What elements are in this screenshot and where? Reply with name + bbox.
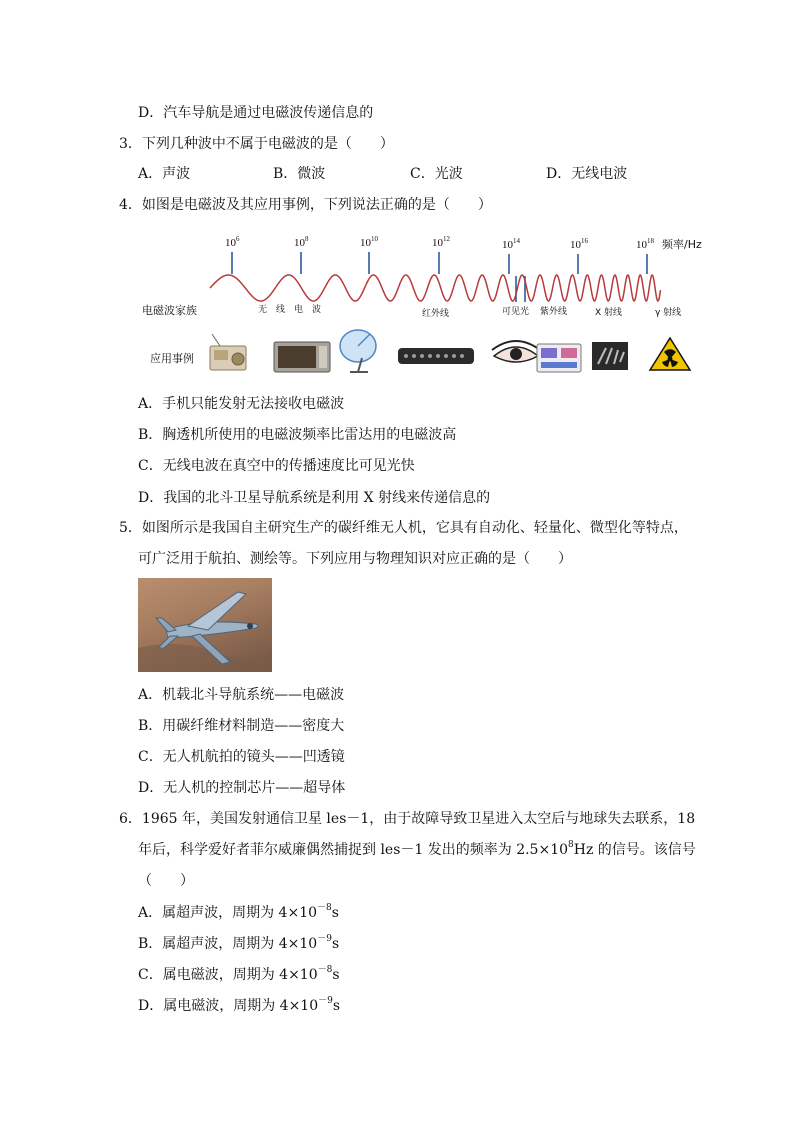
q6-option-c: C．属电磁波，周期为 $4\times 10^{-8}s$	[138, 965, 340, 983]
q3-option-a: A．声波	[138, 166, 191, 182]
freq-label-8: $10^8$	[294, 235, 309, 249]
band-xray: X 射线	[595, 308, 623, 318]
band-infrared: 红外线	[422, 309, 450, 319]
q4-option-c: C．无线电波在真空中的传播速度比可见光快	[138, 458, 415, 474]
q6-option-d: D．属电磁波，周期为 $4\times 10^{-9}s$	[138, 996, 341, 1014]
q6-stem-line2: 年后，科学爱好者菲尔威廉偶然捕捉到 les－1 发出的频率为 $2.5\times 10^8Hz$ 的信号。该信号	[138, 840, 696, 858]
q4-option-b: B．胸透机所使用的电磁波频率比雷达用的电磁波高	[138, 427, 457, 443]
q6-option-b: B．属超声波，周期为 $4\times 10^{-9}s$	[138, 934, 340, 952]
band-radio: 无 线 电 波	[258, 305, 322, 315]
drone-photo	[138, 578, 272, 672]
freq-label-10: $10^{10}$	[360, 235, 378, 249]
q4-stem: 4．如图是电磁波及其应用事例，下列说法正确的是（ ）	[119, 197, 492, 213]
em-wave-curve	[210, 275, 661, 301]
microwave-icon	[274, 342, 330, 372]
q4-option-a: A．手机只能发射无法接收电磁波	[138, 396, 345, 412]
uv-device-icon	[537, 344, 581, 372]
q6-stem-line1: 6．1965 年，美国发射通信卫星 les－1，由于故障导致卫星进入太空后与地球失去联系，18	[119, 811, 696, 827]
q5-option-b: B．用碳纤维材料制造——密度大	[138, 718, 345, 734]
freq-label-12: $10^{12}$	[432, 235, 450, 249]
satellite-dish-icon	[340, 330, 376, 372]
band-visible: 可见光	[502, 307, 530, 317]
xray-image-icon	[592, 342, 628, 370]
examples-label: 应用事例	[150, 352, 194, 365]
radiation-warning-icon	[650, 338, 690, 370]
q3-option-c: C．光波	[410, 166, 463, 182]
freq-label-18: $10^{18}$	[636, 237, 654, 251]
freq-label-16: $10^{16}$	[570, 237, 588, 251]
remote-control-icon	[398, 348, 474, 364]
prev-option-d: D．汽车导航是通过电磁波传递信息的	[138, 105, 374, 121]
freq-label-14: $10^{14}$	[502, 237, 520, 251]
q3-option-b: B．微波	[273, 166, 326, 182]
em-spectrum-diagram	[140, 228, 720, 378]
q6-option-a: A．属超声波，周期为 $4\times 10^{-8}s$	[138, 903, 339, 921]
freq-label-6: $10^6$	[225, 235, 240, 249]
eye-icon	[492, 341, 540, 362]
q4-option-d: D．我国的北斗卫星导航系统是利用 X 射线来传递信息的	[138, 490, 491, 506]
radio-icon	[210, 334, 246, 370]
q5-option-a: A．机载北斗导航系统——电磁波	[138, 687, 345, 703]
q6-stem-line3: （ ）	[138, 873, 194, 889]
q3-option-d: D．无线电波	[546, 166, 628, 182]
band-gamma: γ 射线	[655, 308, 682, 318]
q5-stem-line1: 5．如图所示是我国自主研究生产的碳纤维无人机，它具有自动化、轻量化、微型化等特点，	[119, 520, 688, 536]
q5-stem-line2: 可广泛用于航拍、测绘等。下列应用与物理知识对应正确的是（ ）	[138, 551, 572, 567]
drone-icon	[138, 578, 272, 672]
band-ultraviolet: 紫外线	[540, 307, 568, 317]
q5-option-c: C．无人机航拍的镜头——凹透镜	[138, 749, 345, 765]
q3-stem: 3．下列几种波中不属于电磁波的是（ ）	[119, 136, 394, 152]
freq-unit-label: 频率/Hz	[662, 238, 702, 251]
q5-option-d: D．无人机的控制芯片——超导体	[138, 780, 346, 796]
em-spectrum-figure	[140, 228, 720, 378]
family-label: 电磁波家族	[142, 304, 197, 317]
